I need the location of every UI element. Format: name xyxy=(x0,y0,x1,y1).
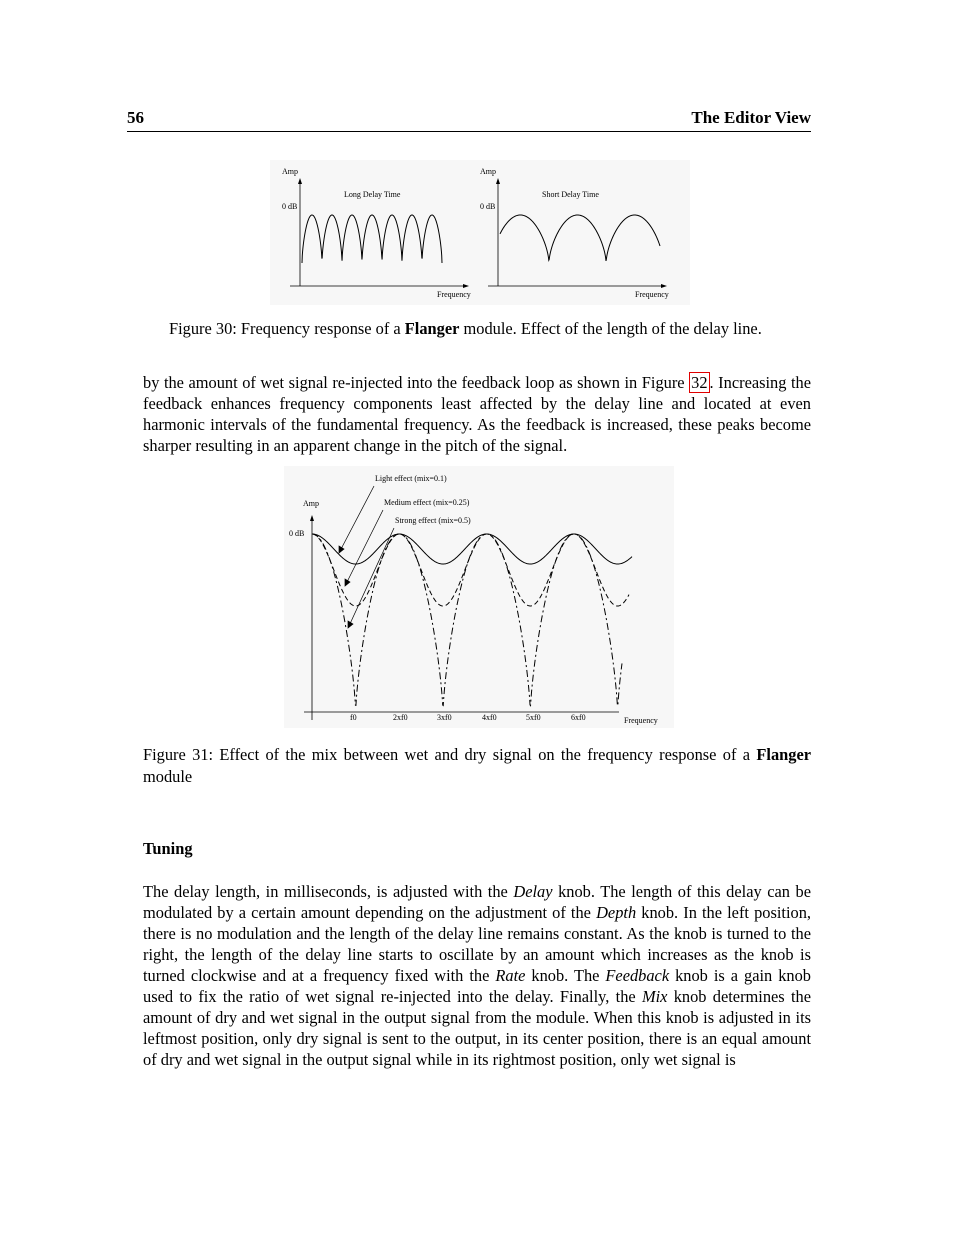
paragraph-text: The delay length, in milliseconds, is adjusted with the xyxy=(143,882,514,901)
knob-name-delay: Delay xyxy=(513,882,553,901)
x-tick-3xf0: 3xf0 xyxy=(437,713,452,722)
paragraph-feedback xyxy=(143,372,811,456)
x-tick-f0: f0 xyxy=(350,713,357,722)
x-tick-2xf0: 2xf0 xyxy=(393,713,408,722)
page-number: 56 xyxy=(127,108,144,127)
caption-text: module xyxy=(143,767,193,786)
paragraph-text: knob determines the amount of dry and wet signal in the output signal from the module. When this knob is adjusted in its leftmost position, only dry signal is sent to the output, in its center position, there is an equal amount of dry and wet signal in the output signal while in its rightmost position, only wet signal is xyxy=(143,987,811,1069)
figure-32-link[interactable]: 32 xyxy=(691,373,708,392)
figure-30-right-zero-db: 0 dB xyxy=(480,202,496,211)
annotation-strong-effect: Strong effect (mix=0.5) xyxy=(395,516,471,525)
paragraph-text: knob. In the left position, there is no modulation and the length of the delay line remains constant. As the knob is turned to the right, the length of the delay line starts to oscillate by an amount which increases as the knob is turned clockwise and at a frequency fixed with the xyxy=(143,903,811,985)
knob-name-rate: Rate xyxy=(495,966,526,985)
section-title-tuning: Tuning xyxy=(143,839,193,858)
figure-31-x-label: Frequency xyxy=(624,716,658,725)
caption-text: Figure 30: Frequency response of a xyxy=(169,319,405,338)
paragraph-text: by the amount of wet signal re-injected into the feedback loop as shown in Figure xyxy=(143,373,690,392)
figure-30-left-zero-db: 0 dB xyxy=(282,202,298,211)
knob-name-mix: Mix xyxy=(641,987,668,1006)
figure-30-right-y-label: Amp xyxy=(480,167,496,176)
x-tick-5xf0: 5xf0 xyxy=(526,713,541,722)
running-header-title: The Editor View xyxy=(691,108,811,127)
caption-text: module. Effect of the length of the delay line. xyxy=(459,319,762,338)
x-tick-6xf0: 6xf0 xyxy=(571,713,586,722)
figure-30-right-x-label: Frequency xyxy=(635,290,669,299)
caption-text: Figure 31: Effect of the mix between wet and dry signal on the frequency response of a xyxy=(143,745,757,764)
header-rule xyxy=(127,131,811,132)
paragraph-text: knob is a gain knob used to fix the ratio of wet signal re-injected into the delay. Finally, the xyxy=(143,966,811,1006)
caption-bold-term: Flanger xyxy=(756,745,811,764)
figure-31-caption xyxy=(143,744,811,788)
figure-30-left-x-label: Frequency xyxy=(437,290,471,299)
x-tick-4xf0: 4xf0 xyxy=(482,713,497,722)
paragraph-text: knob. The xyxy=(525,966,606,985)
figure-30-caption xyxy=(169,318,809,340)
paragraph-text: . Increasing the feedback enhances frequency components least affected by the delay line and located at even harmonic intervals of the fundamental frequency. As the feedback is increased, these peaks become sharper resulting in an apparent change in the pitch of the signal. xyxy=(143,373,812,455)
figure-30-right-title: Short Delay Time xyxy=(542,190,599,199)
knob-name-depth: Depth xyxy=(596,903,637,922)
annotation-light-effect: Light effect (mix=0.1) xyxy=(375,474,447,483)
annotation-medium-effect: Medium effect (mix=0.25) xyxy=(384,498,470,507)
knob-name-feedback: Feedback xyxy=(605,966,670,985)
figure-30-left-y-label: Amp xyxy=(282,167,298,176)
paragraph-text: knob. The length of this delay can be modulated by a certain amount depending on the adjustment of the xyxy=(143,882,811,922)
figure-31-y-label: Amp xyxy=(303,499,319,508)
figure-31-zero-db: 0 dB xyxy=(289,529,305,538)
figure-30-left-title: Long Delay Time xyxy=(344,190,401,199)
caption-bold-term: Flanger xyxy=(404,319,460,338)
figure-30 xyxy=(270,160,690,305)
paragraph-tuning xyxy=(143,881,811,1070)
figure-31 xyxy=(284,466,674,728)
